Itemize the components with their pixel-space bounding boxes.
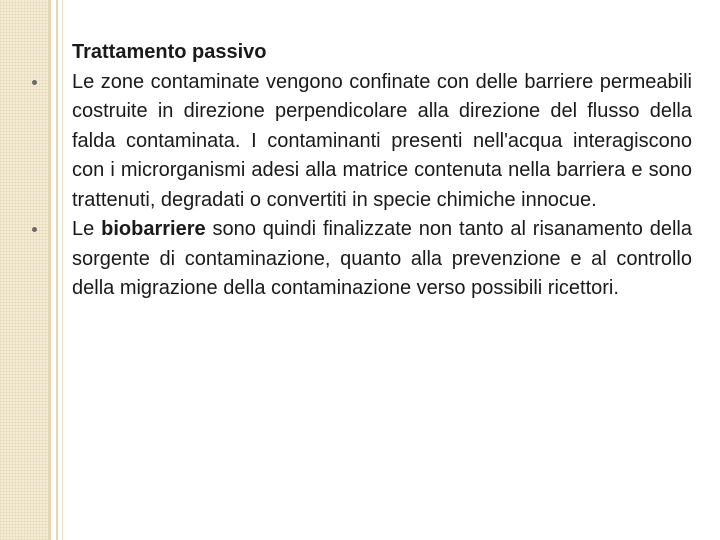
decorative-left-band <box>0 0 48 540</box>
decorative-divider-line <box>56 0 58 540</box>
decorative-divider-line <box>48 0 51 540</box>
bullet-paragraph-1 <box>72 68 692 216</box>
bullet-paragraph-2 <box>72 215 692 304</box>
bullet-dot-icon <box>32 80 37 85</box>
bullet-text-end: sono quindi finalizzate non tanto al risanamento della sorgente di contaminazione, quanto alla prevenzione e al controllo della migrazione della contaminazione verso possibili ricettori. <box>72 218 692 299</box>
decorative-divider-line <box>62 0 63 540</box>
slide-content <box>72 38 692 304</box>
bullet-dot-icon <box>32 227 37 232</box>
bullet-text: Le zone contaminate vengono confinate con delle barriere permeabili costruite in direzione perpendicolare alla direzione del flusso della falda contaminata. I contaminanti presenti nell'acqua interagiscono con i microrganismi adesi alla matrice contenuta nella barriera e sono trattenuti, degradati o convertiti in specie chimiche innocue. <box>72 70 692 211</box>
slide-heading: Trattamento passivo <box>72 41 267 63</box>
bullet-text-start: Le <box>72 218 102 240</box>
bold-term-biobarriere: biobarriere <box>101 218 206 240</box>
